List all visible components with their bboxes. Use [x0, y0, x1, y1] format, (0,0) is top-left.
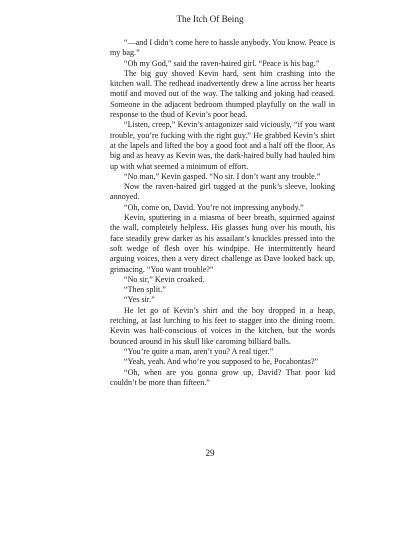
paragraph: “Yes sir.” [124, 295, 155, 305]
page-number: 29 [205, 448, 215, 458]
paragraph: “Then split.” [124, 285, 166, 295]
paragraph: “Oh, come on, David. You’re not impressing anybody.” [124, 202, 304, 212]
paragraph: Kevin, sputtering in a miasma of beer breath, squirmed against the wall, completely helpless. His glasses hung over his mouth, his face steadily grew darker as his assailant’s knuckles pressed into the soft wedge of flesh over his windpipe. He intermittently heard arguing voices, then a very direct challenge as Dave looked back up, grimacing. “You want trouble?” [110, 213, 335, 274]
paragraph: Now the raven-haired girl tugged at the punk’s sleeve, looking annoyed. [110, 182, 335, 202]
paragraph: “Oh my God,” said the raven-haired girl. “Peace is his bag.” [124, 58, 320, 68]
running-head: The Itch Of Being [176, 14, 244, 24]
body-text [110, 38, 335, 388]
paragraph: “—and I didn’t come here to hassle anybody. You know. Peace is my bag.” [110, 38, 335, 58]
paragraph: “You’re quite a man, aren’t you? A real tiger.” [124, 346, 274, 356]
paragraph: The big guy shoved Kevin hard, sent him crashing into the kitchen wall. The redhead inadvertently drew a line across her hearts motif and moved out of the way. The talking and joking had ceased. Someone in the adjacent bedroom thumped playfully on the wall in response to the thud of Kevin’s poor head. [110, 68, 335, 120]
paragraph: “Listen, creep,” Kevin’s antagonizer said viciously, “if you want trouble, you’re fucking with the right guy.” He grabbed Kevin’s shirt at the lapels and lifted the boy a good foot and a half off the floor. As big and as heavy as Kevin was, the dark-haired bully had hauled him up with what seemed a minimum of effort. [110, 120, 335, 171]
paragraph: “Oh, when are you gonna grow up, David? That poor kid couldn’t be more than fifteen.” [110, 367, 335, 387]
paragraph: “No sir,” Kevin croaked. [124, 274, 205, 284]
paragraph: “Yeah, yeah. And who’re you supposed to be, Pocahontas?” [124, 357, 319, 367]
paragraph: “No man,” Kevin gasped. “No sir. I don’t want any trouble.” [124, 171, 321, 181]
paragraph: He let go of Kevin’s shirt and the boy dropped in a heap, retching, at last lurching to his feet to stagger into the dining room. Kevin was half-conscious of voices in the kitchen, but the words bounced around in his skull like caroming billiard balls. [110, 305, 335, 346]
